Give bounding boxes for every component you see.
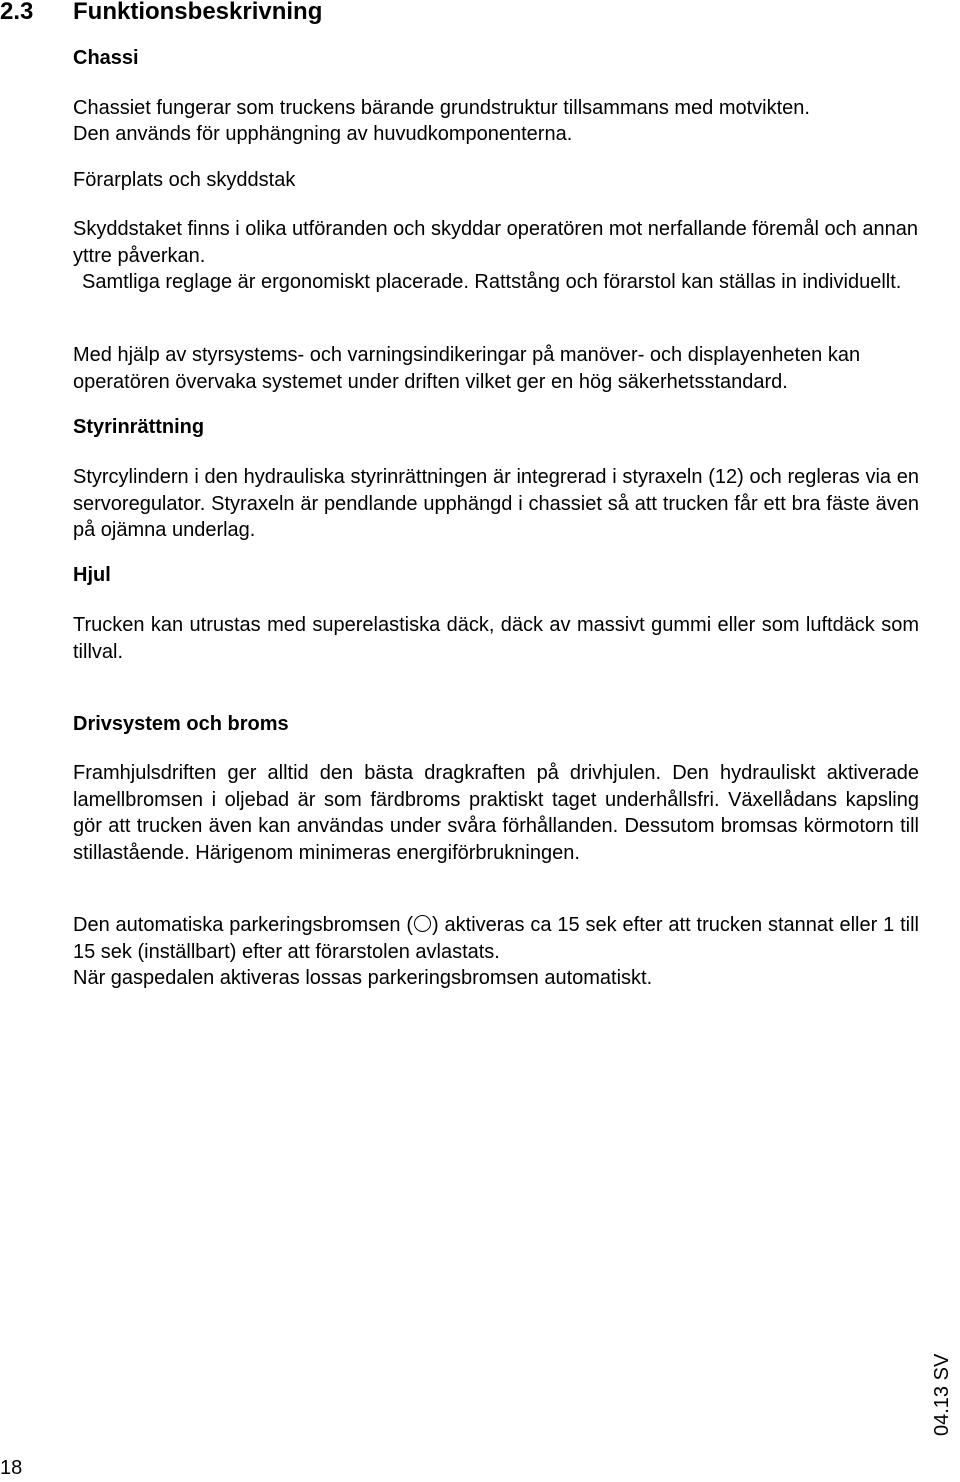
chassi-line-1: Chassiet fungerar som truckens bärande grundstruktur tillsammans med motvikten.: [73, 97, 810, 119]
paragraph-reglage: Samtliga reglage är ergonomiskt placerade. Rattstång och förarstol kan ställas in individuellt.: [82, 271, 902, 293]
parkeringsbroms-text-b: ) aktiveras ca 15 sek efter att trucken stannat eller 1 till 15 sek (inställbart) efter att förarstolen avlastats.: [73, 914, 919, 963]
paragraph-skyddstak: Skyddstaket finns i olika utföranden och skyddar operatören mot nerfallande föremål och annan yttre påverkan.: [73, 218, 918, 267]
section-title: Funktionsbeskrivning: [73, 0, 323, 25]
paragraph-styrcylinder: Styrcylindern i den hydrauliska styrinrättningen är integrerad i styraxeln (12) och regleras via en servoregulator. Styraxeln är pendlande upphängd i chassiet så att trucken får ett bra fäste även på ojämna underlag.: [73, 466, 919, 542]
heading-hjul: Hjul: [73, 564, 111, 586]
heading-chassi: Chassi: [73, 47, 139, 69]
paragraph-styrsystem: Med hjälp av styrsystems- och varningsindikeringar på manöver- och displayenheten kan operatören övervaka systemet under driften vilket ger en hög säkerhetsstandard.: [73, 344, 861, 393]
page-number: 18: [0, 1457, 23, 1479]
chassi-line-2: Den används för upphängning av huvudkomponenterna.: [73, 123, 573, 145]
section-number: 2.3: [0, 0, 34, 25]
paragraph-gaspedal: När gaspedalen aktiveras lossas parkeringsbromsen automatiskt.: [73, 967, 653, 989]
paragraph-drivsystem: Framhjulsdriften ger alltid den bästa dragkraften på drivhjulen. Den hydrauliskt aktiverade lamellbromsen i oljebad är som färdbroms praktiskt taget underhållsfri. Växellådans kapsling gör att trucken även kan användas under svåra förhållanden. Dessutom bromsas körmotorn till stillastående. Härigenom minimeras energiförbrukningen.: [73, 762, 919, 864]
heading-styrinrattning: Styrinrättning: [73, 416, 205, 438]
heading-forarplats: Förarplats och skyddstak: [73, 169, 296, 191]
paragraph-hjul: Trucken kan utrustas med superelastiska däck, däck av massivt gummi eller som luftdäck som tillval.: [73, 614, 919, 663]
circle-icon: [414, 915, 431, 932]
parkeringsbroms-text-a: Den automatiska parkeringsbromsen (: [73, 914, 413, 936]
date-code: 04.13 SV: [931, 1353, 953, 1436]
paragraph-parkeringsbroms: [73, 912, 919, 965]
heading-drivsystem: Drivsystem och broms: [73, 713, 289, 735]
